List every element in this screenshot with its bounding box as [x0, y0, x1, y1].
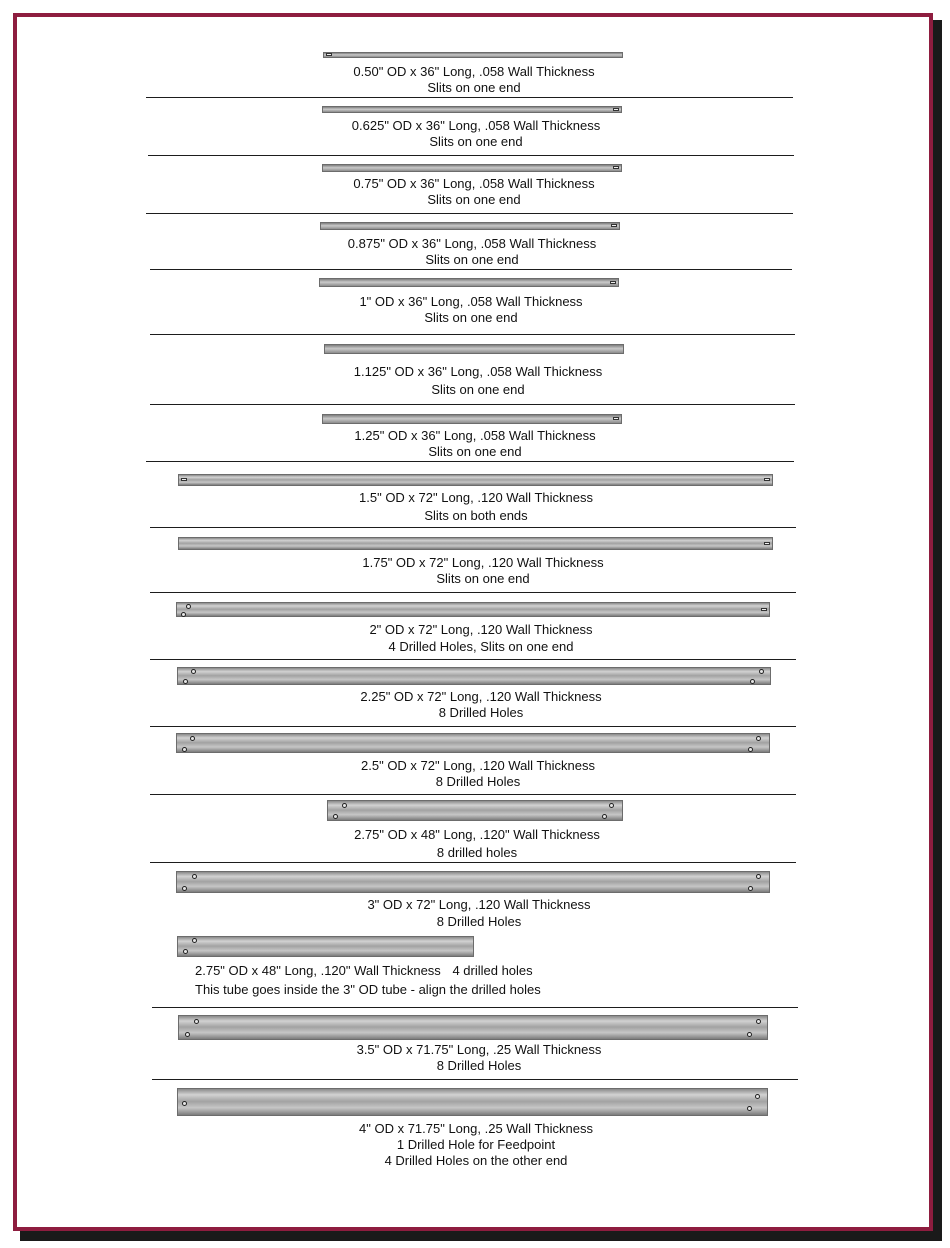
- tube-detail-extra: 4 Drilled Holes on the other end: [384, 1153, 568, 1168]
- drilled-hole: [182, 747, 187, 752]
- drilled-hole: [185, 1032, 190, 1037]
- drilled-hole: [183, 679, 188, 684]
- tube-detail: 8 Drilled Holes: [436, 914, 522, 929]
- drilled-hole: [756, 1019, 761, 1024]
- drilled-hole: [192, 938, 197, 943]
- slit-mark: [181, 478, 187, 481]
- separator-line: [146, 461, 794, 462]
- tube-caption: [191, 294, 751, 326]
- drilled-hole: [194, 1019, 199, 1024]
- separator-line: [146, 213, 793, 214]
- separator-line: [152, 1007, 798, 1008]
- tube-image: [327, 800, 623, 821]
- slit-mark: [326, 53, 332, 56]
- tube-image: [177, 667, 771, 685]
- tube-caption: [201, 622, 761, 655]
- tube-detail: Slits on one end: [436, 571, 530, 586]
- tube-spec: 1.25" OD x 36" Long, .058 Wall Thickness: [354, 428, 596, 443]
- tube-spec: 0.625" OD x 36" Long, .058 Wall Thickness: [351, 118, 601, 133]
- drilled-hole: [756, 736, 761, 741]
- slit-mark: [613, 108, 619, 111]
- tube-detail: 8 Drilled Holes: [438, 705, 524, 720]
- tube-image: [177, 1088, 768, 1116]
- drilled-hole: [333, 814, 338, 819]
- drilled-hole: [609, 803, 614, 808]
- drilled-hole: [183, 949, 188, 954]
- separator-line: [150, 862, 796, 863]
- tube-spec: 0.875" OD x 36" Long, .058 Wall Thickness: [347, 236, 597, 251]
- tube-caption: [194, 176, 754, 208]
- slit-mark: [764, 478, 770, 481]
- tube-detail: 8 Drilled Holes: [435, 774, 521, 789]
- drilled-hole: [755, 1094, 760, 1099]
- drilled-hole: [747, 1032, 752, 1037]
- tube-image: [324, 344, 624, 354]
- drilled-hole: [747, 1106, 752, 1111]
- drilled-hole: [190, 736, 195, 741]
- drilled-hole: [750, 679, 755, 684]
- tube-detail: Slits on one end: [429, 134, 523, 149]
- tube-caption: [196, 490, 756, 524]
- tube-spec: 2.75" OD x 48" Long, .120" Wall Thickness: [354, 827, 600, 842]
- drilled-hole: [192, 874, 197, 879]
- tube-detail: 8 Drilled Holes: [436, 1058, 522, 1073]
- separator-line: [146, 97, 793, 98]
- insert-tube-caption: [195, 961, 533, 980]
- tube-detail: 1 Drilled Hole for Feedpoint: [396, 1137, 556, 1152]
- separator-line: [150, 527, 796, 528]
- tube-image: [176, 733, 770, 753]
- tube-detail: Slits on one end: [424, 310, 518, 325]
- drilled-hole: [748, 747, 753, 752]
- tube-caption: [197, 827, 757, 861]
- separator-line: [150, 794, 796, 795]
- tube-image: [322, 164, 622, 172]
- drilled-hole: [186, 604, 191, 609]
- insert-tube-note: This tube goes inside the 3" OD tube - align the drilled holes: [195, 982, 541, 997]
- drilled-hole: [182, 886, 187, 891]
- drilled-hole: [602, 814, 607, 819]
- tube-spec: 2" OD x 72" Long, .120 Wall Thickness: [369, 622, 593, 637]
- tube-detail: Slits on both ends: [424, 508, 528, 523]
- tube-image: [320, 222, 620, 230]
- drilled-hole: [342, 803, 347, 808]
- slit-mark: [613, 166, 619, 169]
- tube-detail: Slits on one end: [427, 192, 521, 207]
- tube-caption: [201, 689, 761, 721]
- tube-caption: [192, 236, 752, 268]
- separator-line: [148, 155, 794, 156]
- tube-detail: Slits on one end: [427, 80, 521, 95]
- tube-spec: 4" OD x 71.75" Long, .25 Wall Thickness: [359, 1121, 593, 1136]
- tube-caption: [196, 1121, 756, 1169]
- separator-line: [150, 269, 792, 270]
- drilled-hole: [748, 886, 753, 891]
- separator-line: [150, 334, 795, 335]
- tube-spec: 2.25" OD x 72" Long, .120 Wall Thickness: [360, 689, 602, 704]
- tube-spec: 1.5" OD x 72" Long, .120 Wall Thickness: [359, 490, 593, 505]
- tube-caption: [195, 428, 755, 460]
- tube-spec: 0.75" OD x 36" Long, .058 Wall Thickness: [353, 176, 595, 191]
- tube-spec: 1.75" OD x 72" Long, .120 Wall Thickness: [362, 555, 604, 570]
- tube-image: [178, 537, 773, 550]
- tube-image: [176, 602, 770, 617]
- tube-image: [176, 871, 770, 893]
- tube-spec: 2.75" OD x 48" Long, .120" Wall Thickness: [195, 963, 441, 978]
- separator-line: [150, 592, 796, 593]
- tube-spec: 0.50" OD x 36" Long, .058 Wall Thickness: [353, 64, 595, 79]
- separator-line: [150, 659, 796, 660]
- tube-image: [323, 52, 623, 58]
- slit-mark: [611, 224, 617, 227]
- tube-spec: 3" OD x 72" Long, .120 Wall Thickness: [367, 897, 591, 912]
- tube-image: [322, 106, 622, 113]
- tube-detail: Slits on one end: [428, 444, 522, 459]
- tube-caption: [198, 364, 758, 398]
- tube-spec: 1" OD x 36" Long, .058 Wall Thickness: [359, 294, 583, 309]
- separator-line: [150, 726, 796, 727]
- tube-image: [178, 1015, 768, 1040]
- tube-caption: [199, 1042, 759, 1074]
- drilled-hole: [181, 612, 186, 617]
- tube-detail: Slits on one end: [431, 382, 525, 397]
- tube-caption: [196, 118, 756, 150]
- slit-mark: [764, 542, 770, 545]
- tube-caption: [199, 897, 759, 930]
- tube-caption: [203, 555, 763, 587]
- tube-image: [319, 278, 619, 287]
- tube-detail: 4 Drilled Holes, Slits on one end: [388, 639, 574, 654]
- tube-holes: 4 drilled holes: [452, 963, 533, 978]
- tube-image: [322, 414, 622, 424]
- separator-line: [150, 404, 795, 405]
- tube-spec: 3.5" OD x 71.75" Long, .25 Wall Thickness: [356, 1042, 602, 1057]
- tube-image: [178, 474, 773, 486]
- tube-spec: 1.125" OD x 36" Long, .058 Wall Thickness: [353, 364, 603, 379]
- tube-caption: [198, 758, 758, 790]
- drilled-hole: [182, 1101, 187, 1106]
- drilled-hole: [191, 669, 196, 674]
- drilled-hole: [756, 874, 761, 879]
- tube-detail: 8 drilled holes: [436, 845, 518, 860]
- separator-line: [152, 1079, 798, 1080]
- insert-tube-image: [177, 936, 474, 957]
- tube-spec: 2.5" OD x 72" Long, .120 Wall Thickness: [361, 758, 595, 773]
- slit-mark: [761, 608, 767, 611]
- drilled-hole: [759, 669, 764, 674]
- tube-detail: Slits on one end: [425, 252, 519, 267]
- tube-caption: [194, 64, 754, 96]
- slit-mark: [610, 281, 616, 284]
- slit-mark: [613, 417, 619, 420]
